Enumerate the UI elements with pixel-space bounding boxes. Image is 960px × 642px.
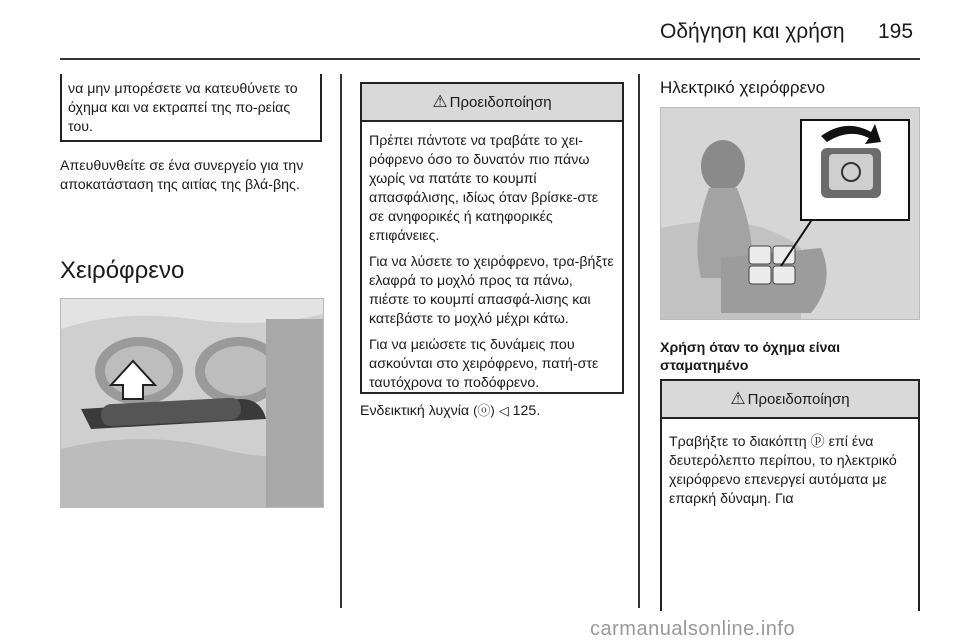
column-divider-left	[340, 74, 342, 608]
warning-header	[362, 84, 622, 122]
warning-paragraph-2: Για να λύσετε το χειρόφρενο, τρα-βήξτε ελαφρά το μοχλό προς τα πάνω, πιέστε το κουμπί απασφά-λισης και κατεβάστε το μοχλό μέχρι κάτω.	[369, 254, 614, 327]
warning-box-electric	[660, 379, 920, 611]
warning-title-electric: Προειδοποίηση	[747, 390, 850, 408]
warning-triangle-icon: ⚠	[432, 92, 448, 111]
continued-warning-text: να μην μπορέσετε να κατευθύνετε το όχημα και να εκτραπεί της πο-ρείας του.	[68, 81, 298, 135]
electric-handbrake-photo	[660, 107, 920, 320]
page-header-title: Οδήγηση και χρήση	[660, 20, 845, 43]
workshop-paragraph: Απευθυνθείτε σε ένα συνεργείο για την αποκατάσταση της αιτίας της βλά-βης.	[60, 158, 304, 193]
handbrake-illustration	[61, 299, 323, 507]
warning-electric-paragraph: Τραβήξτε το διακόπτη ⓟ επί ένα δευτερόλεπτο περίπου, το ηλεκτρικό χειρόφρενο επενεργεί αυτόματα με επαρκή δύναμη. Για	[669, 434, 897, 507]
electric-brake-illustration	[661, 108, 919, 319]
warning-title: Προειδοποίηση	[449, 93, 552, 111]
stationary-use-caption: Χρήση όταν το όχημα είναι σταματημένο	[660, 340, 841, 374]
page-reference-link[interactable]: 125.	[512, 403, 541, 419]
warning-paragraph-1: Πρέπει πάντοτε να τραβάτε το χει-ρόφρενο όσο το δυνατόν πιο πάνω χωρίς να πατάτε το κουμπί απασφάλισης, ιδίως όταν βρίσκε-στε σε ανηφορικές ή κατηφορικές επιφάνειες.	[369, 133, 599, 244]
watermark: carmanualsonline.info	[590, 618, 796, 640]
section-heading: Χειρόφρενο	[60, 257, 185, 284]
electric-brake-heading: Ηλεκτρικό χειρόφρενο	[660, 78, 826, 97]
page-number: 195	[878, 20, 914, 43]
warning-body-electric	[662, 419, 918, 509]
indicator-line	[360, 401, 622, 421]
warning-box-mechanical	[360, 82, 624, 394]
mechanical-handbrake-photo	[60, 298, 324, 508]
column-divider-right	[638, 74, 640, 608]
warning-header-electric	[662, 381, 918, 419]
page-reference-icon: ◁	[498, 403, 509, 418]
indicator-text: Ενδεικτική λυχνία	[360, 403, 470, 419]
warning-body	[362, 122, 622, 393]
warning-paragraph-3: Για να μειώσετε τις δυνάμεις που ασκούνται στο χειρόφρενο, πατή-στε ταυτόχρονα το ποδόφρενο.	[369, 337, 599, 391]
warning-triangle-icon: ⚠	[730, 389, 746, 408]
header-rule	[60, 58, 920, 60]
brake-indicator-icon: (ⓞ)	[473, 403, 495, 418]
